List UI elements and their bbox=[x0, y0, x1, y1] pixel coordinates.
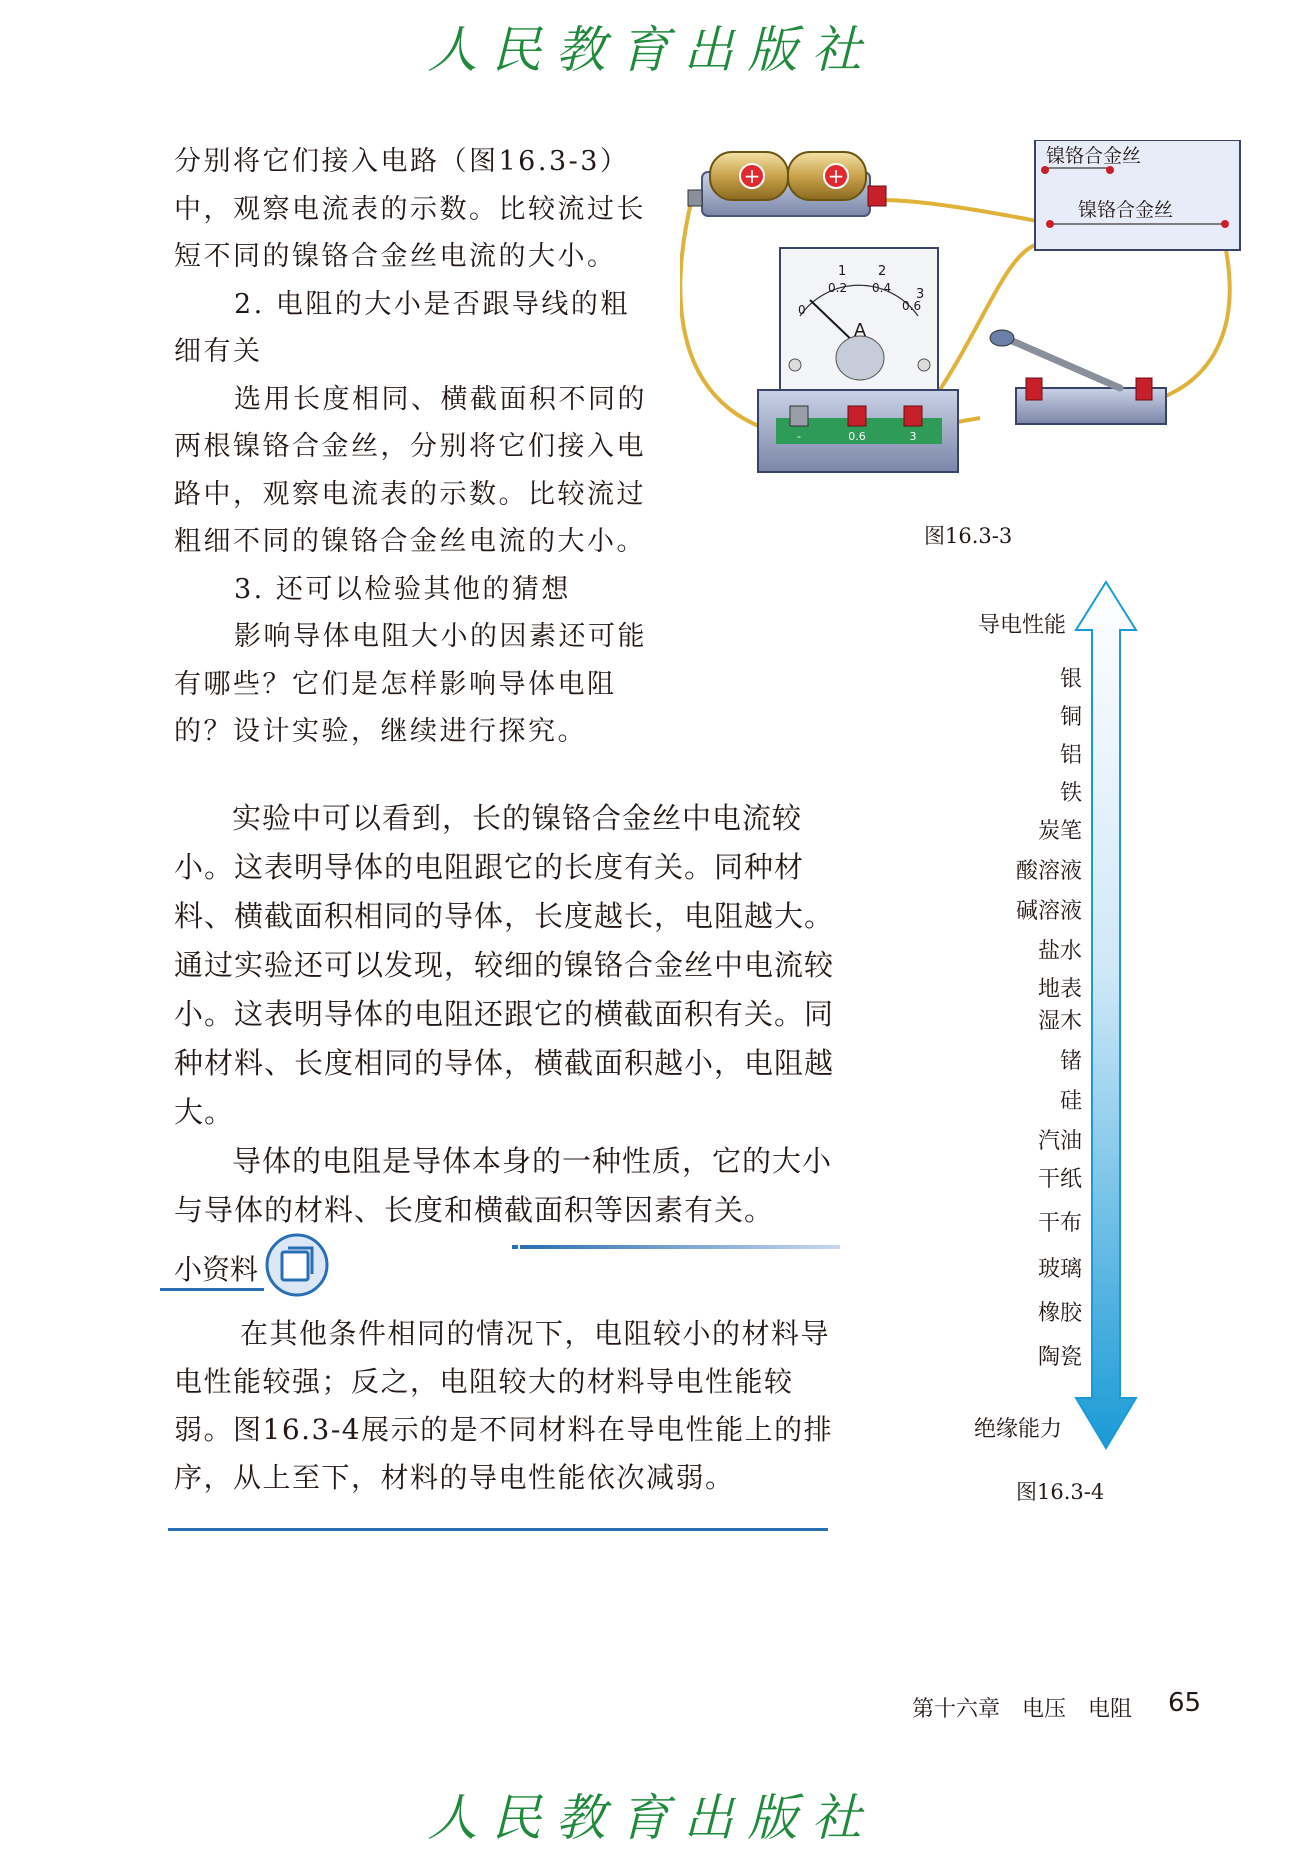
wire bbox=[880, 200, 1042, 222]
left-column-text bbox=[174, 138, 652, 756]
scale-label: 1 bbox=[838, 264, 847, 279]
divider bbox=[168, 1528, 828, 1531]
figure-caption: 图16.3-3 bbox=[924, 524, 1013, 548]
divider bbox=[512, 1245, 518, 1249]
tip-text bbox=[174, 1310, 834, 1502]
ammeter-terminal bbox=[790, 406, 808, 426]
paragraph: 实验中可以看到，长的镍铬合金丝中电流较小。这表明导体的电阻跟它的长度有关。同种材料、横截面积相同的导体，长度越长，电阻越大。通过实验还可以发现，较细的镍铬合金丝中电流较小。这表明导体的电阻还跟它的横截面积有关。同种材料、长度相同的导体，横截面积越小，电阻越大。 bbox=[174, 801, 835, 1129]
subheading: 3. 还可以检验其他的猜想 bbox=[234, 573, 571, 605]
material-label: 锗 bbox=[1059, 1049, 1082, 1074]
material-label: 银 bbox=[1059, 667, 1082, 692]
terminal-label: 0.6 bbox=[848, 430, 866, 443]
paragraph: 导体的电阻是导体本身的一种性质，它的大小与导体的材料、长度和横截面积等因素有关。 bbox=[174, 1144, 833, 1227]
wire-label: 镍铬合金丝 bbox=[1046, 145, 1142, 167]
wire-label: 镍铬合金丝 bbox=[1078, 199, 1174, 221]
battery-terminal bbox=[868, 186, 886, 206]
page-number: 65 bbox=[1168, 1688, 1202, 1718]
material-label: 铜 bbox=[1059, 705, 1082, 730]
material-label: 炭笔 bbox=[1037, 819, 1082, 844]
material-label: 盐水 bbox=[1037, 939, 1082, 964]
chapter-title: 第十六章 电压 电阻 bbox=[912, 1697, 1133, 1722]
material-label: 汽油 bbox=[1037, 1129, 1082, 1154]
material-label: 地表 bbox=[1037, 977, 1082, 1002]
material-label: 干布 bbox=[1037, 1211, 1082, 1236]
main-text bbox=[174, 794, 850, 1235]
material-label: 酸溶液 bbox=[1015, 859, 1082, 884]
material-label: 橡胶 bbox=[1037, 1301, 1082, 1326]
tip-title: 小资料 bbox=[174, 1253, 259, 1286]
scale-label: 0.2 bbox=[828, 281, 848, 295]
material-label: 硅 bbox=[1059, 1089, 1082, 1114]
svg-text:+: + bbox=[743, 164, 761, 188]
divider bbox=[520, 1245, 840, 1249]
switch-terminal bbox=[1026, 378, 1042, 400]
material-label: 铁 bbox=[1059, 781, 1082, 806]
scale-label: 0 bbox=[798, 303, 806, 317]
figure-caption: 图16.3-4 bbox=[1016, 1480, 1105, 1504]
book-icon bbox=[262, 1230, 332, 1300]
scale-label: 3 bbox=[916, 287, 925, 302]
ammeter-terminal bbox=[848, 406, 866, 426]
scale-top-label: 导电性能 bbox=[978, 613, 1067, 638]
wire bbox=[1150, 245, 1230, 402]
paragraph: 影响导体电阻大小的因素还可能有哪些？它们是怎样影响导体电阻的？设计实验，继续进行探究。 bbox=[174, 621, 647, 747]
material-label: 陶瓷 bbox=[1037, 1345, 1082, 1370]
paragraph: 分别将它们接入电路（图16.3-3）中，观察电流表的示数。比较流过长短不同的镍铬合金丝电流的大小。 bbox=[174, 146, 646, 272]
paragraph: 选用长度相同、横截面积不同的两根镍铬合金丝，分别将它们接入电路中，观察电流表的示数。比较流过粗细不同的镍铬合金丝电流的大小。 bbox=[174, 383, 647, 557]
material-label: 铝 bbox=[1059, 743, 1082, 768]
terminal bbox=[1041, 166, 1049, 174]
switch-handle bbox=[990, 330, 1014, 346]
scale-label: 2 bbox=[878, 264, 887, 279]
subheading: 2. 电阻的大小是否跟导线的粗细有关 bbox=[174, 288, 630, 367]
ammeter-unit: A bbox=[853, 320, 867, 341]
scale-label: 0.6 bbox=[902, 299, 922, 313]
circuit-diagram bbox=[680, 140, 1250, 500]
publisher-logo-bottom: 人民教育出版社 bbox=[427, 1789, 876, 1847]
terminal-label: 3 bbox=[909, 430, 917, 443]
switch-terminal bbox=[1136, 378, 1152, 400]
material-label: 玻璃 bbox=[1037, 1257, 1082, 1282]
terminal-label: - bbox=[797, 430, 801, 443]
publisher-logo-top: 人民教育出版社 bbox=[427, 21, 876, 79]
svg-text:+: + bbox=[827, 164, 845, 188]
terminal bbox=[1046, 220, 1054, 228]
battery-terminal bbox=[688, 190, 702, 206]
divider bbox=[160, 1288, 264, 1291]
ammeter-terminal bbox=[904, 406, 922, 426]
material-label: 湿木 bbox=[1037, 1009, 1082, 1034]
terminal bbox=[1106, 166, 1114, 174]
terminal bbox=[1221, 220, 1229, 228]
material-label: 碱溶液 bbox=[1015, 899, 1082, 924]
paragraph: 在其他条件相同的情况下，电阻较小的材料导电性能较强；反之，电阻较大的材料导电性能较弱。图16.3-4展示的是不同材料在导电性能上的排序，从上至下，材料的导电性能依次减弱。 bbox=[174, 1317, 834, 1494]
scale-bottom-label: 绝缘能力 bbox=[974, 1417, 1063, 1442]
scale-label: 0.4 bbox=[872, 281, 892, 295]
material-label: 干纸 bbox=[1037, 1167, 1082, 1192]
